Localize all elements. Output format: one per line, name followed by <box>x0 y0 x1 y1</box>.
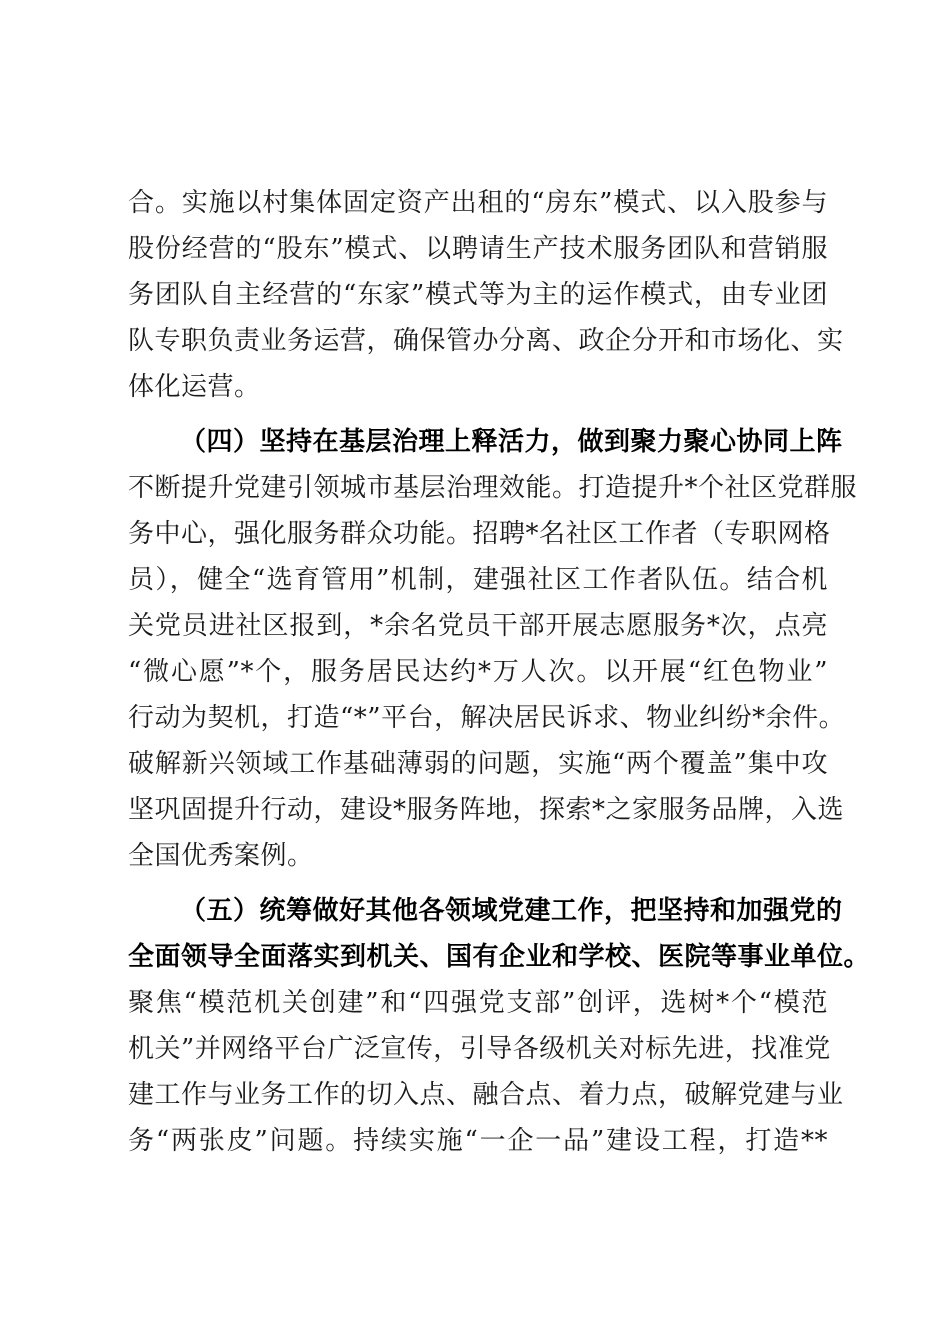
body-line: 务中心，强化服务群众功能。招聘*名社区工作者（专职网格 <box>128 519 831 549</box>
body-line: “微心愿”*个，服务居民达约*万人次。以开展“红色物业” <box>128 657 828 687</box>
body-line: 员），健全“选育管用”机制，建强社区工作者队伍。结合机 <box>128 565 828 595</box>
body-line: 机关”并网络平台广泛宣传，引导各级机关对标先进，找准党 <box>128 1034 831 1064</box>
body-line: 行动为契机，打造“*”平台，解决居民诉求、物业纠纷*余件。 <box>128 703 846 733</box>
body-line: 不断提升党建引领城市基层治理效能。打造提升*个社区党群服 <box>128 473 858 503</box>
body-line: 聚焦“模范机关创建”和“四强党支部”创评，选树*个“模范 <box>128 988 828 1018</box>
body-line: 队专职负责业务运营，确保管办分离、政企分开和市场化、实 <box>128 326 844 356</box>
section-heading-5: （五）统筹做好其他各领域党建工作，把坚持和加强党的 <box>180 896 843 926</box>
body-line: 坚巩固提升行动，建设*服务阵地，探索*之家服务品牌，入选 <box>128 795 845 825</box>
body-line: 关党员进社区报到，*余名党员干部开展志愿服务*次，点亮 <box>128 611 828 641</box>
section-heading-5-cont: 全面领导全面落实到机关、国有企业和学校、医院等事业单位。 <box>128 942 871 972</box>
body-line: 务“两张皮”问题。持续实施“一企一品”建设工程，打造** <box>128 1126 828 1156</box>
body-line: 破解新兴领域工作基础薄弱的问题，实施“两个覆盖”集中攻 <box>128 749 828 779</box>
body-line: 合。实施以村集体固定资产出租的“房东”模式、以入股参与 <box>128 188 828 218</box>
body-line: 体化运营。 <box>128 372 261 402</box>
body-line: 股份经营的“股东”模式、以聘请生产技术服务团队和营销服 <box>128 234 828 264</box>
body-line: 全国优秀案例。 <box>128 841 314 871</box>
body-line: 建工作与业务工作的切入点、融合点、着力点，破解党建与业 <box>128 1080 844 1110</box>
body-line: 务团队自主经营的“东家”模式等为主的运作模式，由专业团 <box>128 280 828 310</box>
section-heading-4: （四）坚持在基层治理上释活力，做到聚力聚心协同上阵 <box>180 427 843 457</box>
